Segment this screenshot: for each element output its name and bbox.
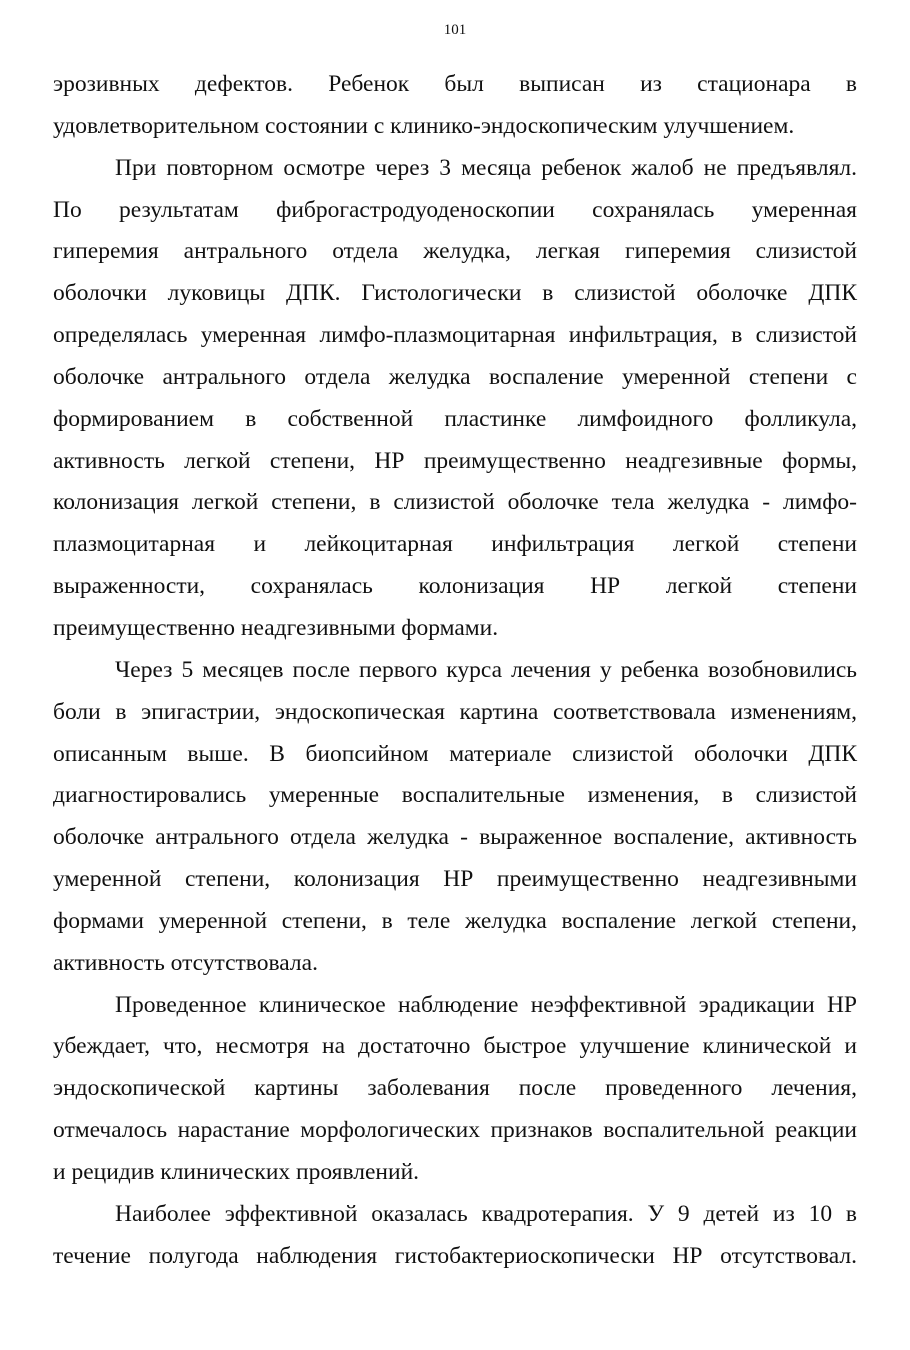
text-line: При повторном осмотре через 3 месяца ребенок жалоб не предъявлял.	[115, 154, 857, 181]
paragraph	[53, 148, 857, 650]
text-line: формированием в собственной пластинке лимфоидного фолликула,	[53, 405, 857, 432]
page-number: 101	[443, 22, 467, 38]
text-line: диагностировались умеренные воспалительные изменения, в слизистой	[53, 782, 857, 809]
paragraph	[53, 64, 857, 148]
text-line: гиперемия антрального отдела желудка, легкая гиперемия слизистой	[53, 238, 857, 265]
text-line: оболочке антрального отдела желудка - выраженное воспаление, активность	[53, 824, 857, 851]
text-line: Проведенное клиническое наблюдение неэффективной эрадикации НР	[115, 991, 857, 1018]
text-line: Наиболее эффективной оказалась квадротерапия. У 9 детей из 10 в	[115, 1200, 857, 1227]
text-line: Через 5 месяцев после первого курса лечения у ребенка возобновились	[115, 656, 857, 683]
text-line: течение полугода наблюдения гистобактериоскопически НР отсутствовал.	[53, 1242, 857, 1269]
text-line: эрозивных дефектов. Ребенок был выписан из стационара в	[53, 71, 857, 97]
text-line: оболочки луковицы ДПК. Гистологически в слизистой оболочке ДПК	[53, 280, 857, 307]
text-line: определялась умеренная лимфо-плазмоцитарная инфильтрация, в слизистой	[53, 322, 857, 349]
text-line: умеренной степени, колонизация НР преимущественно неадгезивными	[53, 866, 857, 893]
body-text	[53, 64, 857, 1277]
text-line: активность легкой степени, НР преимущественно неадгезивные формы,	[53, 447, 857, 474]
text-line: удовлетворительном состоянии с клинико-эндоскопическим улучшением.	[53, 112, 795, 139]
text-line: выраженности, сохранялась колонизация НР легкой степени	[53, 573, 857, 600]
text-line: эндоскопической картины заболевания после проведенного лечения,	[53, 1075, 857, 1102]
text-line: преимущественно неадгезивными формами.	[53, 614, 499, 641]
text-line: По результатам фиброгастродуоденоскопии сохранялась умеренная	[53, 196, 857, 223]
paragraph	[53, 650, 857, 985]
text-line: плазмоцитарная и лейкоцитарная инфильтрация легкой степени	[53, 531, 857, 558]
text-line: отмечалось нарастание морфологических признаков воспалительной реакции	[53, 1117, 857, 1144]
paragraph	[53, 985, 857, 1194]
text-line: боли в эпигастрии, эндоскопическая картина соответствовала изменениям,	[53, 698, 857, 725]
text-line: и рецидив клинических проявлений.	[53, 1158, 420, 1185]
text-line: колонизация легкой степени, в слизистой оболочке тела желудка - лимфо-	[53, 489, 857, 516]
text-line: убеждает, что, несмотря на достаточно быстрое улучшение клинической и	[53, 1033, 857, 1060]
text-line: формами умеренной степени, в теле желудка воспаление легкой степени,	[53, 907, 857, 934]
paragraph	[53, 1194, 857, 1278]
text-line: описанным выше. В биопсийном материале слизистой оболочки ДПК	[53, 740, 857, 767]
text-line: оболочке антрального отдела желудка воспаление умеренной степени с	[53, 363, 857, 390]
text-line: активность отсутствовала.	[53, 949, 318, 976]
